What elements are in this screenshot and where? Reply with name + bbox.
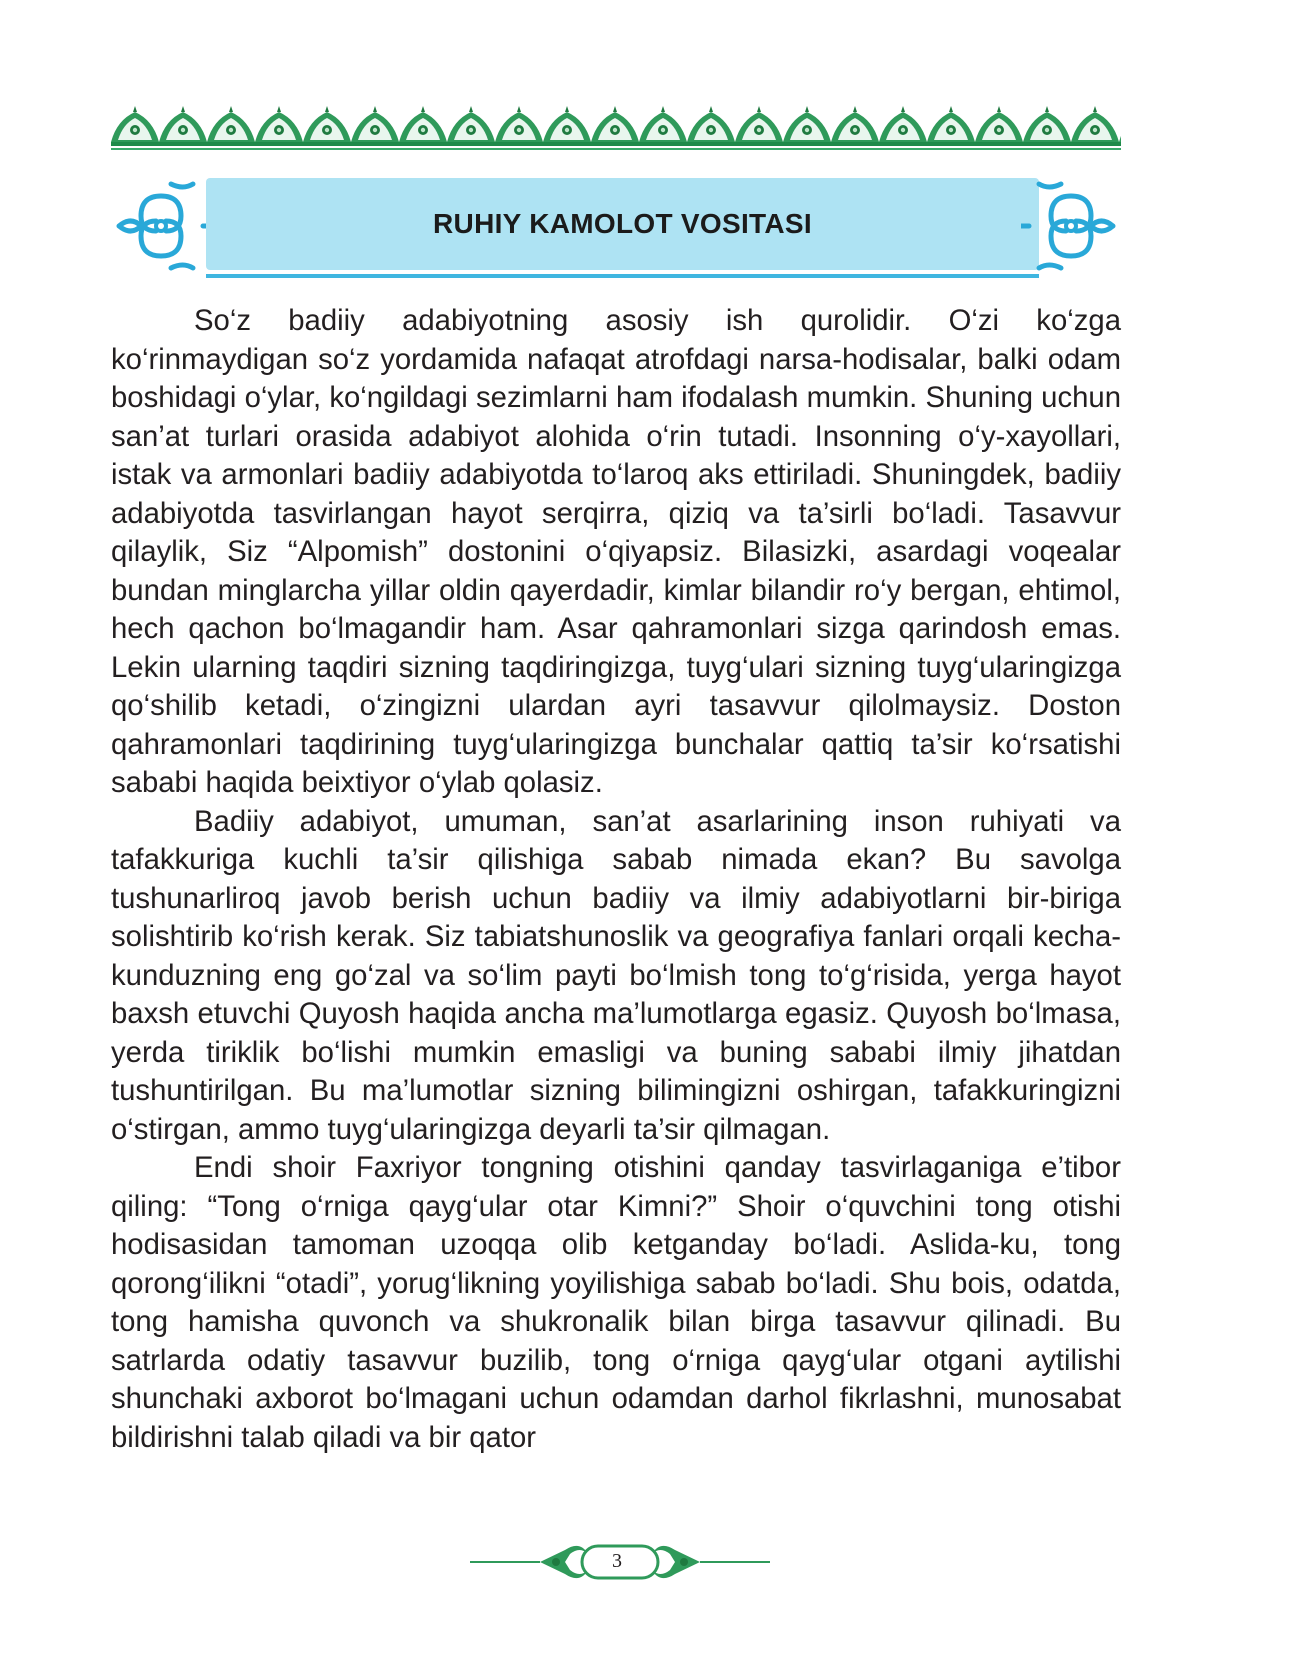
paragraph: Endi shoir Faxriyor tongning otishini qanday tasvirlaganiga e’tibor qiling: “Tong o‘rniga qayg‘ular otar Kimni?” Shoir o‘quvchini tong otishi hodisasidan tamoman uzoqqa olib ketganday bo‘ladi. Aslida-ku, tong qorong‘ilikni “otadi”, yorug‘likning yoyilishiga sabab bo‘ladi. Shu bois, odatda, tong hamisha quvonch va shukronalik bilan birga tasavvur qilinadi. Bu satrlarda odatiy tasavvur buzilib, tong o‘rniga qayg‘ular otgani aytilishi shunchaki axborot bo‘lmagani uchun odamdan darhol fikrlashni, munosabat bildirishni talab qiladi va bir qator <box>111 1151 1121 1454</box>
section-header <box>111 176 1121 280</box>
page-number: 3 <box>612 1550 622 1572</box>
arabesque-ornament-icon <box>111 176 211 276</box>
page-title: RUHIY KAMOLOT VOSITASI <box>433 208 812 239</box>
paragraph: So‘z badiiy adabiyotning asosiy ish qurolidir. O‘zi ko‘zga ko‘rinmaydigan so‘z yordamida nafaqat atrofdagi narsa-hodisalar, balki odam boshidagi o‘ylar, ko‘ngildagi sezimlarni ham ifodalash mumkin. Shuning uchun san’at turlari orasida adabiyot alohida o‘rin tutadi. Insonning o‘y-xayollari, istak va armonlari badiiy adabiyotda to‘laroq aks ettiriladi. Shuningdek, badiiy adabiyotda tasvirlangan hayot serqirra, qiziq va ta’sirli bo‘ladi. Tasavvur qilaylik, Siz “Alpomish” dostonini o‘qiyapsiz. Bilasizki, asardagi voqealar bundan minglarcha yillar oldin qayerdadir, kimlar bilandir ro‘y bergan, ehtimol, hech qachon bo‘lmagandir ham. Asar qahramonlari sizga qarindosh emas. Lekin ularning taqdiri sizning taqdiringizga, tuyg‘ulari sizning tuyg‘ularingizga qo‘shilib ketadi, o‘zingizni ulardan ayri tasavvur qilolmaysiz. Doston qahramonlari taqdirining tuyg‘ularingizga bunchalar qattiq ta’sir ko‘rsatishi sababi haqida beixtiyor o‘ylab qolasiz. <box>111 304 1121 799</box>
paragraph: Badiiy adabiyot, umuman, san’at asarlarining inson ruhiyati va tafakkuriga kuchli ta’sir qilishiga sabab nimada ekan? Bu savolga tushunarliroq javob berish uchun badiiy va ilmiy adabiyotlarni bir-biriga solishtirib ko‘rish kerak. Siz tabiatshunoslik va geografiya fanlari orqali kecha-kunduzning eng go‘zal va so‘lim payti bo‘lmish tong to‘g‘risida, yerga hayot baxsh etuvchi Quyosh haqida ancha ma’lumotlarga egasiz. Quyosh bo‘lmasa, yerda tiriklik bo‘lishi mumkin emasligi va buning sababi ilmiy jihatdan tushuntirilgan. Bu ma’lumotlar sizning bilimingizni oshirgan, tafakkuringizni o‘stirgan, ammo tuyg‘ularingizga deyarli ta’sir qilmagan. <box>111 804 1121 1146</box>
article-body <box>111 302 1121 1457</box>
arabesque-ornament-icon <box>1021 176 1121 276</box>
title-banner <box>206 178 1039 270</box>
decorative-border-top <box>111 104 1121 152</box>
page-footer <box>470 1532 770 1592</box>
